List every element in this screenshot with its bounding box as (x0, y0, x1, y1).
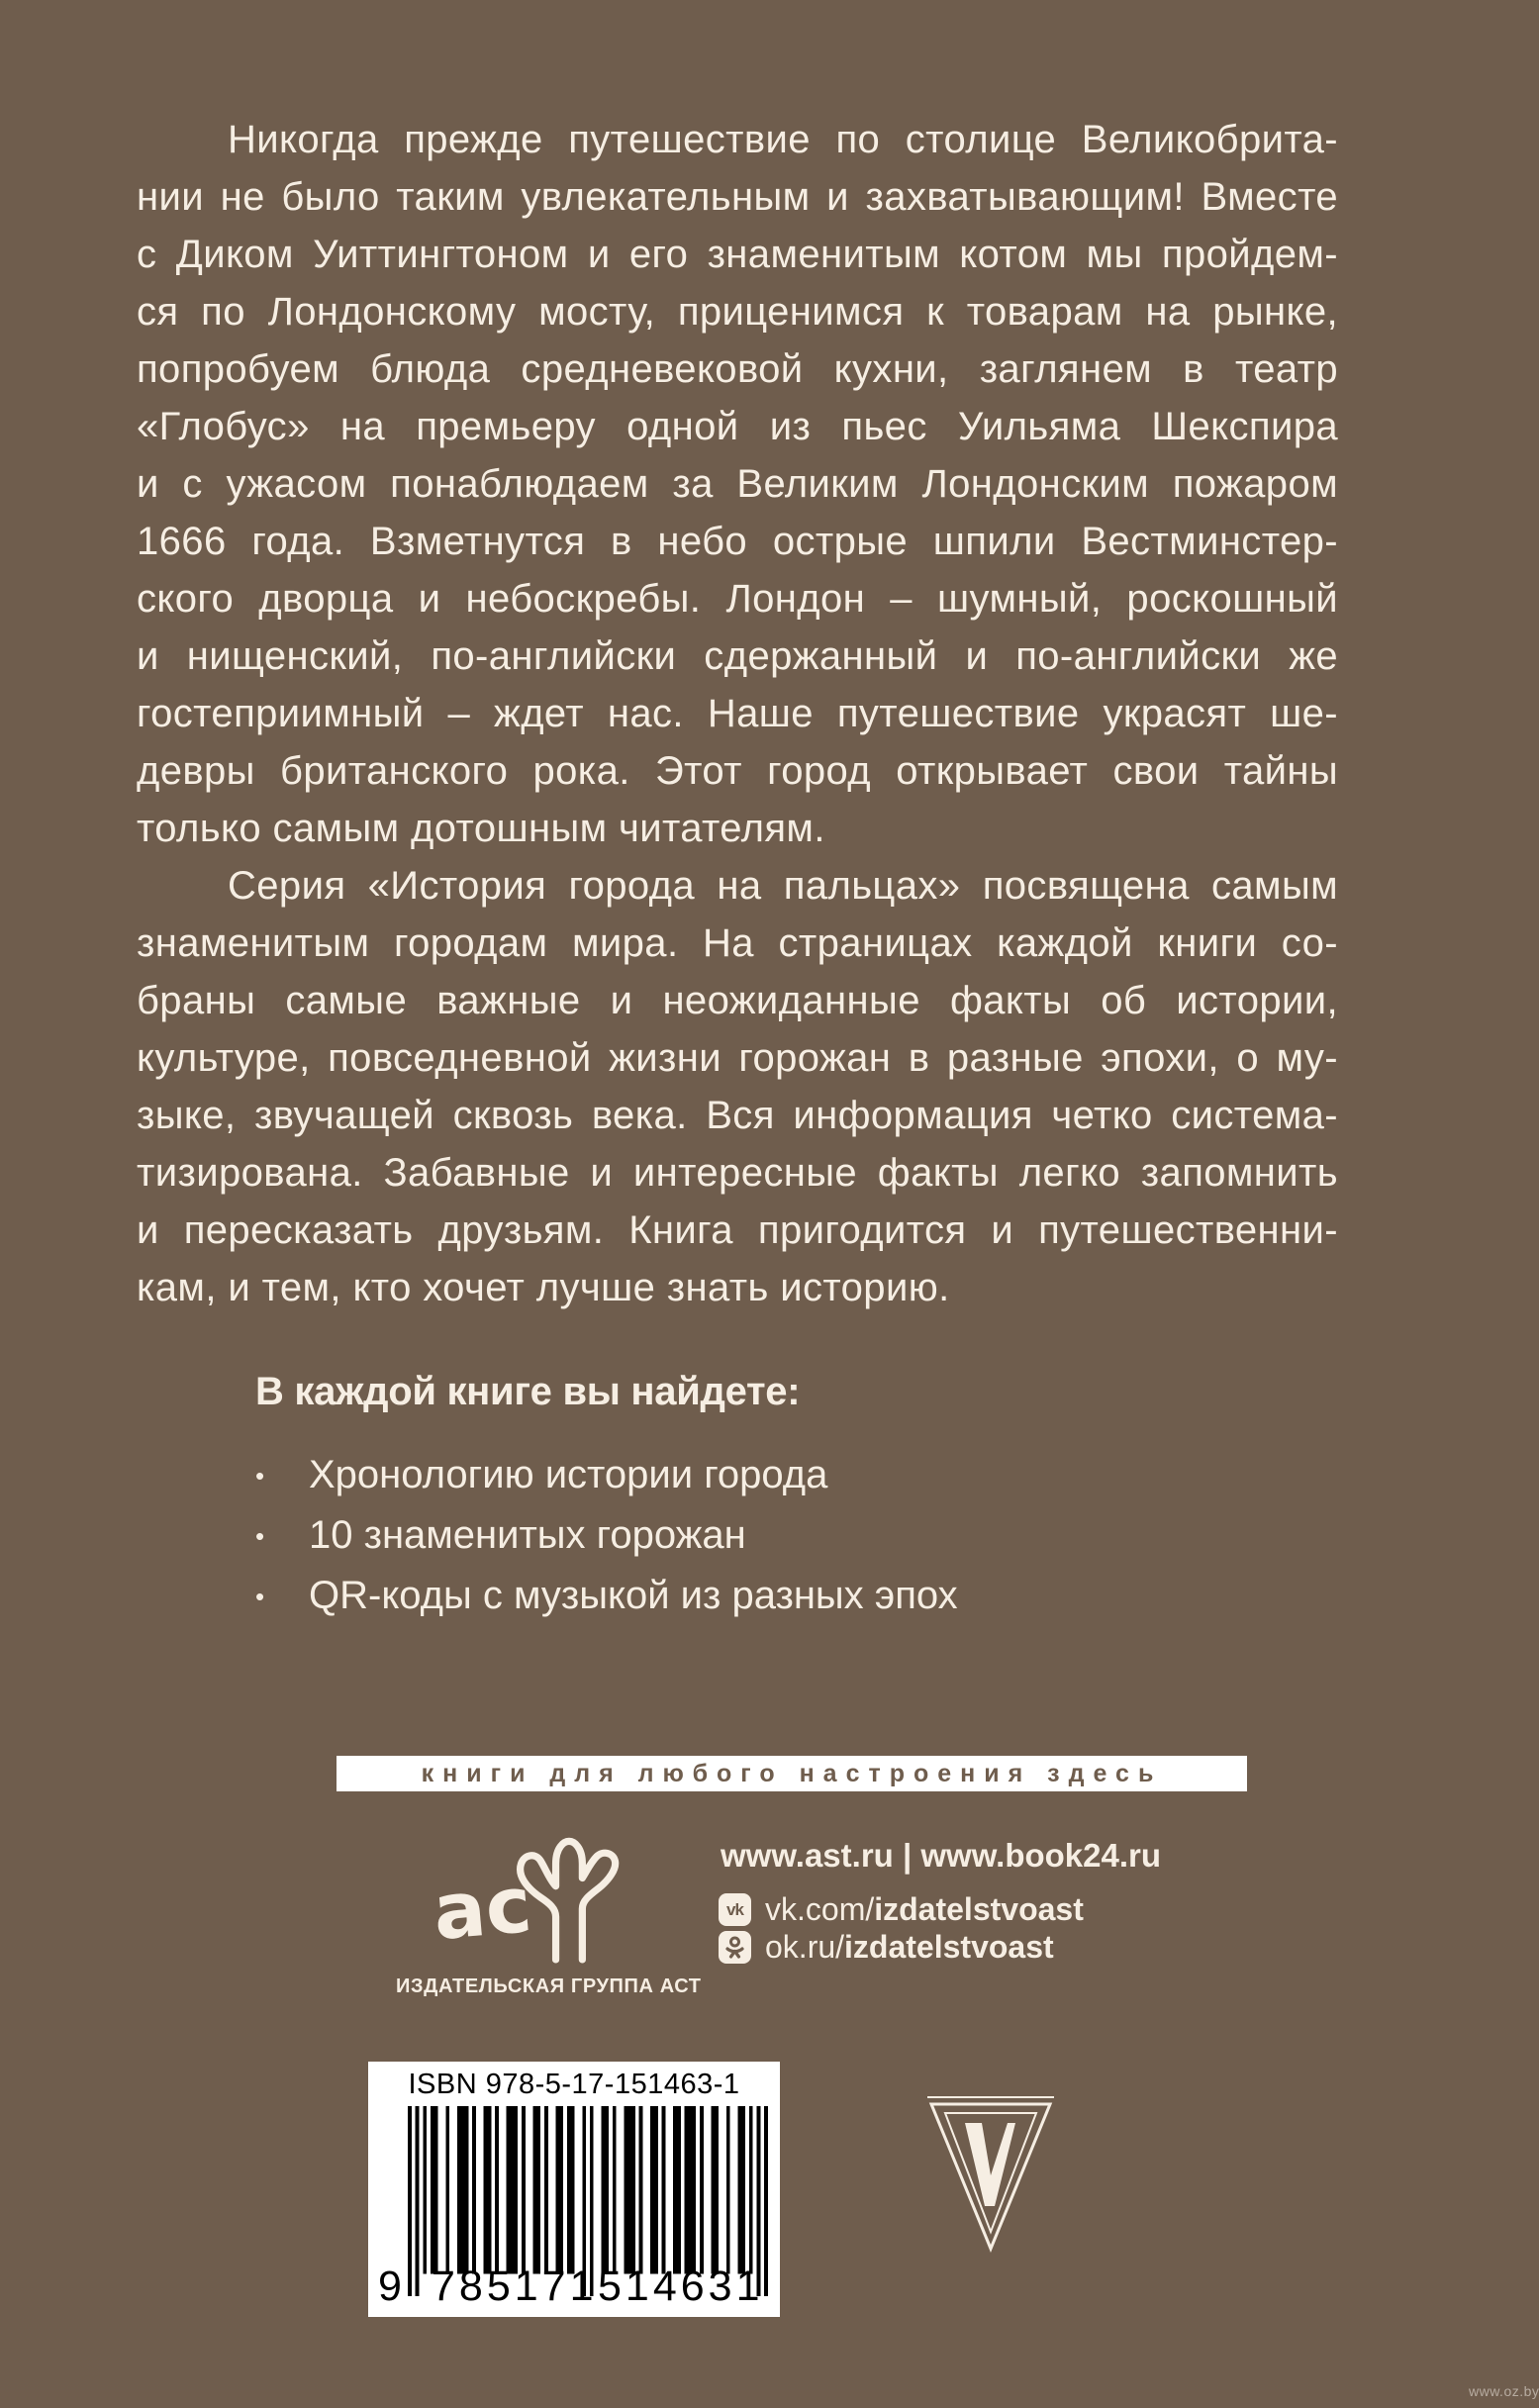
annotation-line: кам, и тем, кто хочет лучше знать историю. (137, 1266, 950, 1309)
ok-icon (719, 1931, 751, 1964)
annotation-line: «Глобус» на премьеру одной из пьес Уильяма Шекспира (137, 405, 1338, 448)
annotation-line: Никогда прежде путешествие по столице Великобрита- (228, 118, 1338, 161)
annotation-line: и с ужасом понаблюдаем за Великим Лондонским пожаром (137, 462, 1338, 506)
ok-link-text: ok.ru/izdatelstvoast (765, 1929, 1054, 1965)
annotation-line: зыке, звучащей сквозь века. Вся информация четко система- (137, 1094, 1338, 1137)
annotation-text (137, 111, 1338, 1316)
annotation-line: гостеприимный – ждет нас. Наше путешествие украсят ше- (137, 692, 1338, 735)
annotation-line: ся по Лондонскому мосту, приценимся к товарам на рынке, (137, 290, 1338, 334)
slogan-text: книги для любого настроения здесь (421, 1759, 1163, 1787)
barcode-digit-group: 9 (378, 2263, 402, 2310)
bullet-icon: • (255, 1461, 265, 1491)
annotation-line: знаменитым городам мира. На страницах каждой книги со- (137, 921, 1338, 965)
vk-link-row (719, 1891, 1084, 1928)
barcode-digit-group: 785171 (432, 2263, 598, 2310)
slogan-banner (337, 1756, 1247, 1791)
isbn-barcode (368, 2062, 780, 2317)
annotation-line: браны самые важные и неожиданные факты об истории, (137, 979, 1338, 1022)
list-item-text: QR-коды с музыкой из разных эпох (309, 1574, 958, 1617)
vk-link-text: vk.com/izdatelstvoast (765, 1891, 1084, 1927)
isbn-number: ISBN 978-5-17-151463-1 (408, 2069, 740, 2100)
vk-icon-glyph: vk (726, 1899, 743, 1919)
v-pennant-logo (925, 2090, 1056, 2257)
bullet-icon: • (255, 1582, 265, 1611)
ok-link-row (719, 1929, 1054, 1966)
list-item (255, 1572, 1245, 1632)
annotation-line: и нищенский, по-английски сдержанный и по-английски же (137, 634, 1338, 678)
annotation-line: попробуем блюда средневековой кухни, заглянем в театр (137, 347, 1338, 391)
ast-cactus-icon (505, 1829, 635, 1962)
annotation-line: культуре, повседневной жизни горожан в разные эпохи, о му- (137, 1036, 1338, 1080)
features-list (255, 1451, 1245, 1632)
scan-watermark: www.oz.by (1469, 2383, 1539, 2399)
ast-publisher-logo (406, 1827, 663, 1975)
annotation-line: 1666 года. Взметнутся в небо острые шпили Вестминстер- (137, 520, 1338, 563)
bullet-icon: • (255, 1521, 265, 1551)
annotation-line: тизирована. Забавные и интересные факты легко запомнить (137, 1151, 1338, 1195)
features-heading: В каждой книге вы найдете: (255, 1370, 801, 1413)
list-item (255, 1511, 1245, 1572)
annotation-line: нии не было таким увлекательным и захватывающим! Вместе (137, 175, 1338, 219)
annotation-line: ского дворца и небоскребы. Лондон – шумный, роскошный (137, 577, 1338, 621)
barcode-digit-group: 514631 (598, 2263, 764, 2310)
barcode-digits (368, 2263, 780, 2312)
ok-icon-glyph (724, 1936, 745, 1959)
ast-logo-letters: ас (430, 1860, 535, 1959)
annotation-line: Серия «История города на пальцах» посвящена самым (228, 864, 1338, 908)
annotation-line: и пересказать друзьям. Книга пригодится и путешественни- (137, 1208, 1338, 1252)
vk-icon (719, 1893, 751, 1926)
annotation-line: с Диком Уиттингтоном и его знаменитым котом мы пройдем- (137, 233, 1338, 276)
list-item-text: Хронологию истории города (309, 1453, 828, 1496)
publisher-websites: www.ast.ru | www.book24.ru (721, 1837, 1162, 1874)
annotation-line: девры британского рока. Этот город открывает свои тайны (137, 749, 1338, 793)
annotation-line: только самым дотошным читателям. (137, 807, 825, 850)
list-item-text: 10 знаменитых горожан (309, 1513, 746, 1557)
list-item (255, 1451, 1245, 1511)
publisher-group-label: ИЗДАТЕЛЬСКАЯ ГРУППА АСТ (396, 1975, 702, 1997)
